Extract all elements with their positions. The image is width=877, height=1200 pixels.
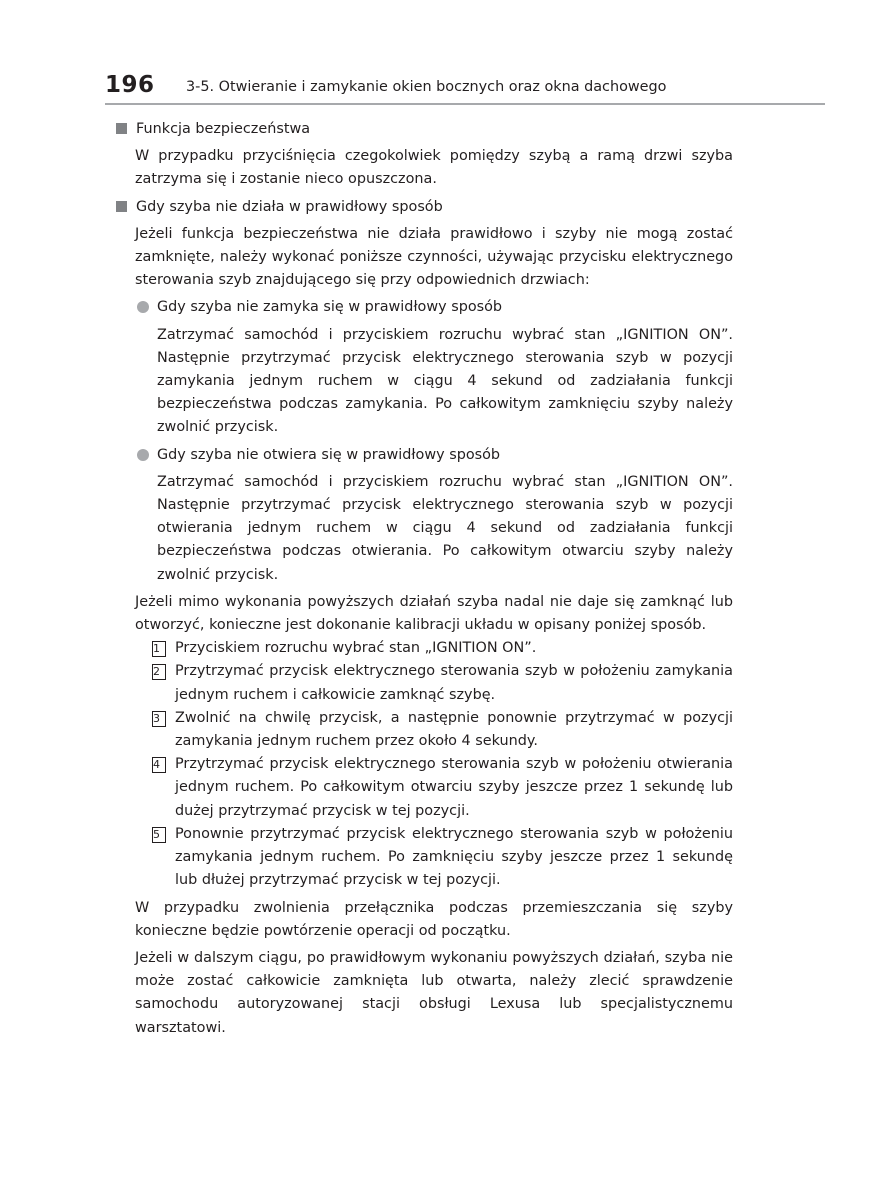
step-number: 2 [152,664,166,680]
step-item [115,753,733,823]
step-number: 5 [152,827,166,843]
paragraph: Jeżeli funkcja bezpieczeństwa nie działa prawidłowo i szyby nie mogą zostać zamknięte, należy wykonać poniższe czynności, używając przycisku elektrycznego sterowania szyb znajdującego się przy odpowiednich drzwiach: [135,225,733,289]
step-text: Przyciskiem rozruchu wybrać stan „IGNITION ON”. [175,640,537,657]
paragraph: W przypadku zwolnienia przełącznika podczas przemieszczania się szyby konieczne będzie powtórzenie operacji od początku. [135,899,733,939]
bullet-item [115,444,733,467]
step-item [115,637,733,660]
round-bullet-icon [137,449,149,461]
bullet-title: Gdy szyba nie otwiera się w prawidłowy sposób [157,446,501,463]
paragraph: Jeżeli mimo wykonania powyższych działań szyba nadal nie daje się zamknąć lub otworzyć, konieczne jest dokonanie kalibracji układu w opisany poniżej sposób. [135,593,733,634]
round-bullet-icon [137,301,149,313]
page-content [115,118,733,1040]
square-bullet-icon [116,123,127,134]
section-title: 3-5. Otwieranie i zamykanie okien bocznych oraz okna dachowego [186,79,667,95]
step-item [115,823,733,893]
step-text: Ponownie przytrzymać przycisk elektrycznego sterowania szyb w położeniu zamykania jednym ruchem. Po zamknięciu szyby jeszcze przez 1 sekundę lub dłużej przytrzymać przycisk w tej pozycji. [175,825,733,889]
step-text: Zwolnić na chwilę przycisk, a następnie ponownie przytrzymać w pozycji zamykania jednym ruchem przez około 4 sekundy. [175,709,733,750]
step-item [115,707,733,753]
step-text: Przytrzymać przycisk elektrycznego sterowania szyb w położeniu zamykania jednym ruchem i całkowicie zamknąć szybę. [175,663,733,703]
step-number: 1 [152,641,166,657]
heading-window-malfunction [115,196,733,219]
page-number: 196 [105,72,155,98]
paragraph: Jeżeli w dalszym ciągu, po prawidłowym wykonaniu powyższych działań, szyba nie może zostać całkowicie zamknięta lub otwarta, należy zlecić sprawdzenie samochodu autoryzowanej stacji obsługi Lexusa lub specjalistycznemu warsztatowi. [135,949,733,1036]
step-number: 3 [152,711,166,727]
heading-safety-function [115,118,733,141]
paragraph: Zatrzymać samochód i przyciskiem rozruchu wybrać stan „IGNITION ON”. Następnie przytrzymać przycisk elektrycznego sterowania szyb w pozycji otwierania jednym ruchem w ciągu 4 sekund od zadziałania funkcji bezpieczeństwa podczas otwierania. Po całkowitym otwarciu szyby należy zwolnić przycisk. [157,473,733,583]
step-item [115,660,733,706]
bullet-title: Gdy szyba nie zamyka się w prawidłowy sposób [157,299,503,316]
bullet-item [115,296,733,319]
heading-text: Gdy szyba nie działa w prawidłowy sposób [136,198,443,215]
paragraph: W przypadku przyciśnięcia czegokolwiek pomiędzy szybą a ramą drzwi szyba zatrzyma się i zostanie nieco opuszczona. [135,148,733,188]
step-number: 4 [152,757,166,773]
header-rule [105,103,825,105]
square-bullet-icon [116,201,127,212]
paragraph: Zatrzymać samochód i przyciskiem rozruchu wybrać stan „IGNITION ON”. Następnie przytrzymać przycisk elektrycznego sterowania szyb w pozycji zamykania jednym ruchem w ciągu 4 sekund od zadziałania funkcji bezpieczeństwa podczas zamykania. Po całkowitym zamknięciu szyby należy zwolnić przycisk. [157,326,733,436]
step-text: Przytrzymać przycisk elektrycznego sterowania szyb w położeniu otwierania jednym ruchem. Po całkowitym otwarciu szyby jeszcze przez 1 sekundę lub dużej przytrzymać przycisk w tej pozycji. [175,756,733,819]
heading-text: Funkcja bezpieczeństwa [136,121,311,137]
